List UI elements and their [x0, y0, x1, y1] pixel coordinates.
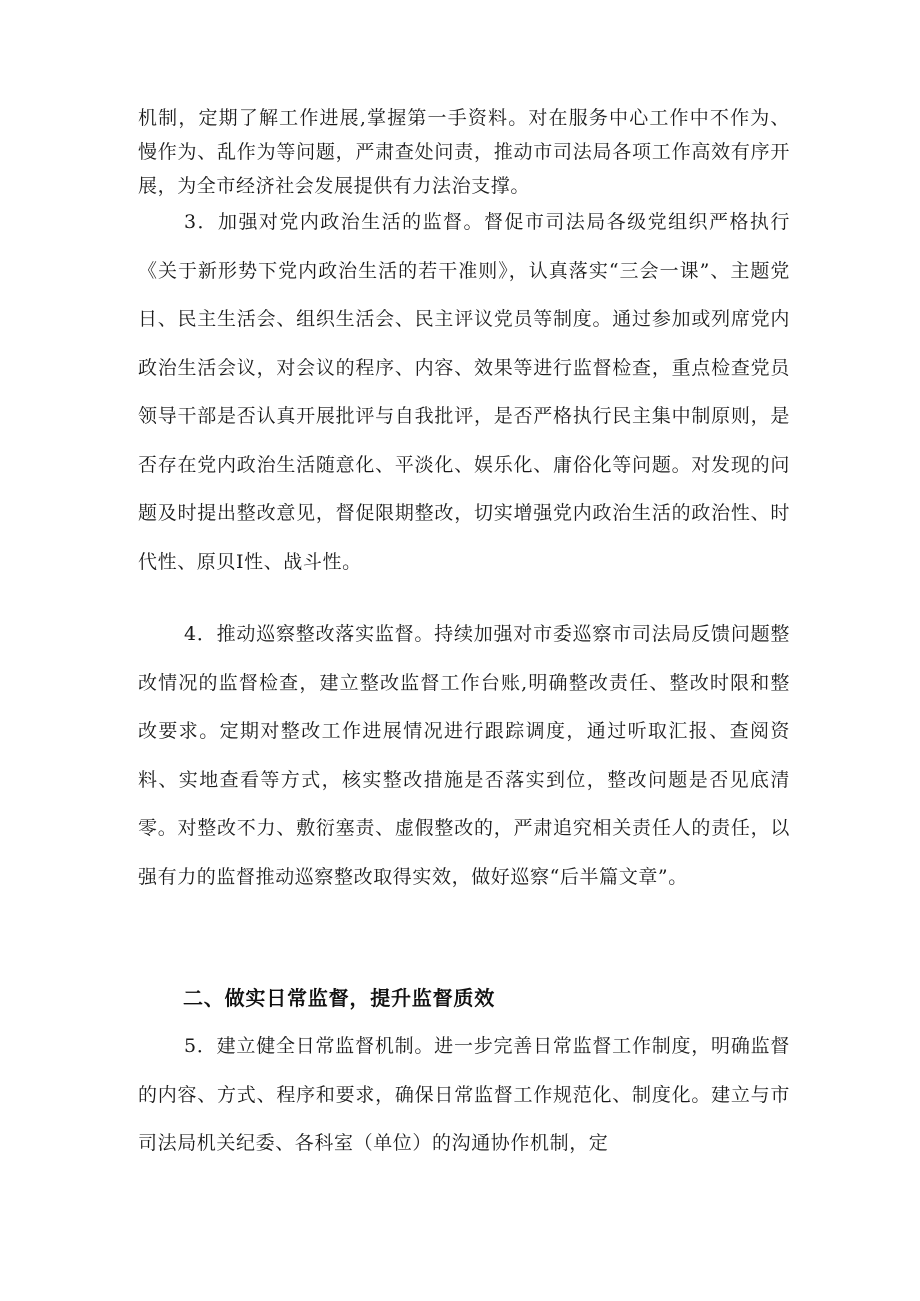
paragraph-intro: 机制，定期了解工作进展,掌握第一手资料。对在服务中心工作中不作为、慢作为、乱作为等问题，严肃查处问责，推动市司法局各项工作高效有序开展，为全市经济社会发展提供有力法治支撑。 [138, 107, 790, 197]
paragraph-5: 5．建立健全日常监督机制。进一步完善日常监督工作制度，明确监督的内容、方式、程序和要求，确保日常监督工作规范化、制度化。建立与市司法局机关纪委、各科室（单位）的沟通协作机制，定 [138, 1035, 790, 1154]
paragraph-4: 4．推动巡察整改落实监督。持续加强对市委巡察市司法局反馈问题整改情况的监督检查，建立整改监督工作台账,明确整改责任、整改时限和整改要求。定期对整改工作进展情况进行跟踪调度，通过听取汇报、查阅资料、实地查看等方式，核实整改措施是否落实到位，整改问题是否见底清零。对整改不力、敷衍塞责、虚假整改的，严肃追究相关责任人的责任，以强有力的监督推动巡察整改取得实效，做好巡察“后半篇文章”。 [138, 623, 790, 888]
section-heading-2: 二、做实日常监督，提升监督质效 [183, 986, 495, 1010]
paragraph-3: 3．加强对党内政治生活的监督。督促市司法局各级党组织严格执行《关于新形势下党内政治生活的若干准则》，认真落实“三会一课”、主题党日、民主生活会、组织生活会、民主评议党员等制度。通过参加或列席党内政治生活会议，对会议的程序、内容、效果等进行监督检查，重点检查党员领导干部是否认真开展批评与自我批评，是否严格执行民主集中制原则，是否存在党内政治生活随意化、平淡化、娱乐化、庸俗化等问题。对发现的问题及时提出整改意见，督促限期整改，切实增强党内政治生活的政治性、时代性、原贝I性、战斗性。 [138, 211, 790, 573]
